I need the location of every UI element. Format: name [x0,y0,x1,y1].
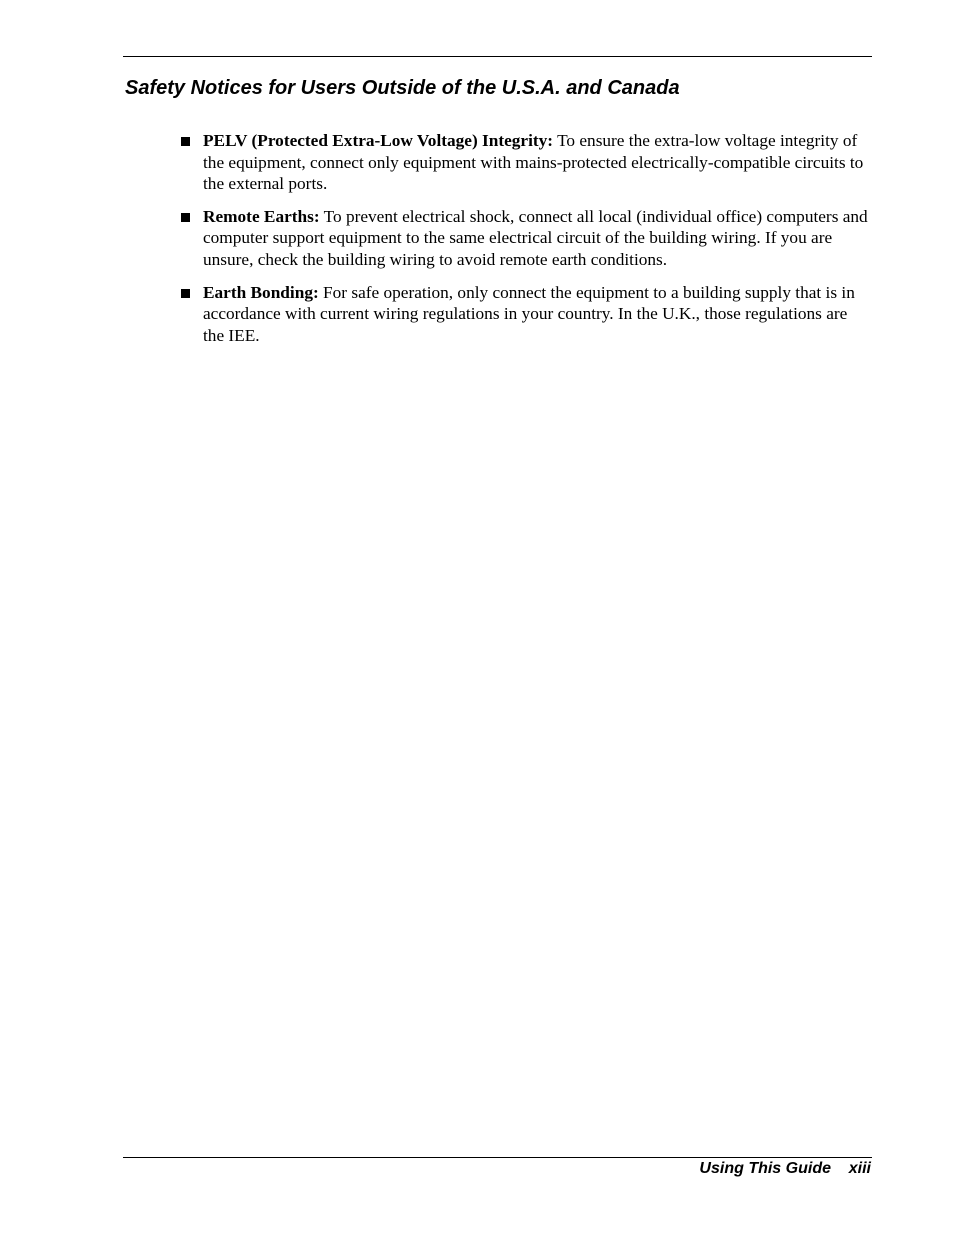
notice-text: For safe operation, only connect the equipment to a building supply that is in accordance with current wiring regulations in your country. In the U.K., those regulations are the IEE. [203,282,855,345]
square-bullet-icon [181,213,190,222]
page-number: xiii [848,1160,871,1177]
header-rule [123,56,872,57]
notice-pelv-integrity [180,130,872,195]
footer-guide-title: Using This Guide [699,1160,831,1177]
notice-term: Earth Bonding: [203,282,319,302]
notice-text: To prevent electrical shock, connect all local (individual office) computers and computer support equipment to the same electrical circuit of the building wiring. If you are unsure, check the building wiring to avoid remote earth conditions. [203,206,868,269]
notice-earth-bonding [180,282,872,347]
footer-rule [123,1157,872,1158]
notice-term: PELV (Protected Extra-Low Voltage) Integrity: [203,131,554,150]
square-bullet-icon [181,289,190,298]
page-footer [699,1159,871,1179]
square-bullet-icon [181,137,190,146]
safety-notice-list [180,130,872,357]
section-title: Safety Notices for Users Outside of the U.S.A. and Canada [125,77,680,99]
notice-remote-earths [180,206,872,271]
notice-term: Remote Earths: [203,206,320,226]
notice-text: To ensure the extra-low voltage integrity of the equipment, connect only equipment with mains-protected electrically-compatible circuits to the external ports. [203,131,864,194]
